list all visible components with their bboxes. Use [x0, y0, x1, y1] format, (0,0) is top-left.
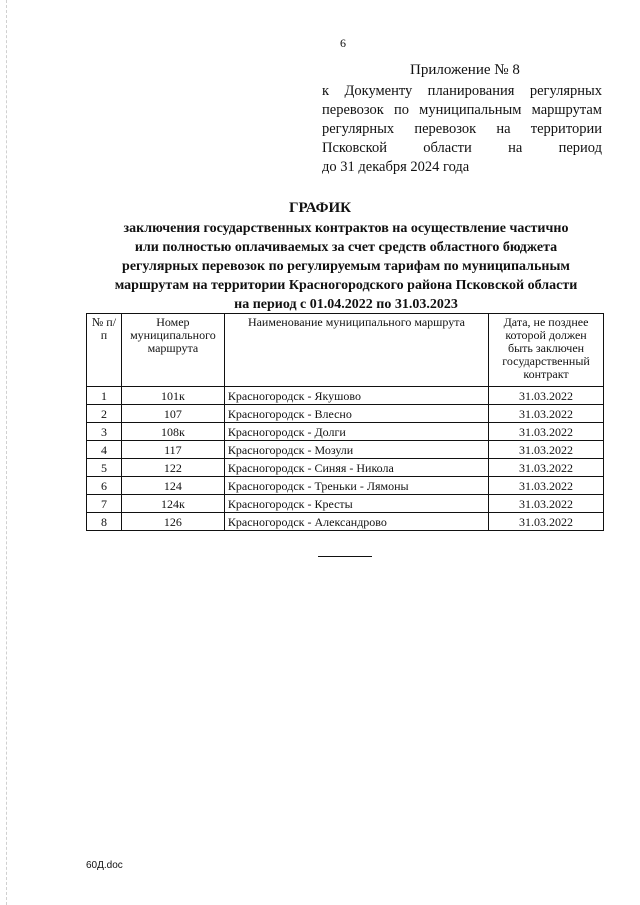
cell-contract-date: 31.03.2022: [489, 423, 604, 441]
cell-route-number: 108к: [121, 423, 224, 441]
page-number: 6: [340, 36, 346, 50]
cell-num: 5: [87, 459, 122, 477]
cell-num: 3: [87, 423, 122, 441]
appendix-text: [322, 82, 602, 177]
cell-route-name: Красногородск - Кресты: [224, 495, 488, 513]
end-divider: [318, 556, 372, 557]
table-row: [87, 477, 604, 495]
scan-edge-mark: [6, 0, 8, 905]
footer-file-name: 60Д.doc: [86, 860, 123, 871]
subtitle-line: на период с 01.04.2022 по 31.03.2023: [234, 297, 458, 312]
cell-num: 6: [87, 477, 122, 495]
table-header-row: [87, 314, 604, 387]
appendix-line: до 31 декабря 2024 года: [322, 159, 470, 175]
cell-contract-date: 31.03.2022: [489, 459, 604, 477]
subtitle-line: регулярных перевозок по регулируемым тарифам по муниципальным: [122, 259, 570, 274]
cell-route-number: 126: [121, 513, 224, 531]
table-row: [87, 405, 604, 423]
cell-contract-date: 31.03.2022: [489, 405, 604, 423]
cell-num: 7: [87, 495, 122, 513]
appendix-title: Приложение № 8: [410, 62, 520, 78]
document-title: ГРАФИК: [288, 200, 352, 216]
subtitle-line: или полностью оплачиваемых за счет средств областного бюджета: [134, 240, 558, 255]
header-num: № п/п: [87, 314, 122, 387]
cell-route-number: 101к: [121, 387, 224, 405]
cell-num: 1: [87, 387, 122, 405]
table-row: [87, 459, 604, 477]
cell-route-number: 117: [121, 441, 224, 459]
cell-route-name: Красногородск - Мозули: [224, 441, 488, 459]
cell-num: 2: [87, 405, 122, 423]
header-contract-date: Дата, не позднее которой должен быть заключен государственный контракт: [489, 314, 604, 387]
table-row: [87, 513, 604, 531]
cell-num: 8: [87, 513, 122, 531]
cell-contract-date: 31.03.2022: [489, 477, 604, 495]
document-subtitle: [96, 219, 596, 314]
cell-contract-date: 31.03.2022: [489, 495, 604, 513]
cell-contract-date: 31.03.2022: [489, 441, 604, 459]
subtitle-line: маршрутам на территории Красногородского района Псковской области: [114, 278, 578, 293]
cell-route-number: 122: [121, 459, 224, 477]
cell-contract-date: 31.03.2022: [489, 387, 604, 405]
cell-route-number: 124к: [121, 495, 224, 513]
cell-num: 4: [87, 441, 122, 459]
cell-route-number: 124: [121, 477, 224, 495]
header-route-name: Наименование муниципального маршрута: [224, 314, 488, 387]
appendix-line: к Документу планирования регулярных: [322, 83, 602, 99]
cell-route-name: Красногородск - Александрово: [224, 513, 488, 531]
cell-route-name: Красногородск - Долги: [224, 423, 488, 441]
cell-route-number: 107: [121, 405, 224, 423]
table-row: [87, 441, 604, 459]
subtitle-line: заключения государственных контрактов на осуществление частично: [123, 221, 569, 236]
cell-route-name: Красногородск - Влесно: [224, 405, 488, 423]
header-route-number: Номер муниципального маршрута: [121, 314, 224, 387]
appendix-line: перевозок по муниципальным маршрутам: [322, 102, 602, 118]
cell-route-name: Красногородск - Якушово: [224, 387, 488, 405]
table-row: [87, 387, 604, 405]
cell-route-name: Красногородск - Синяя - Никола: [224, 459, 488, 477]
appendix-line: регулярных перевозок на территории: [322, 121, 602, 137]
routes-table: [86, 313, 604, 531]
table-row: [87, 423, 604, 441]
appendix-line: Псковской области на период: [322, 140, 602, 156]
cell-route-name: Красногородск - Треньки - Лямоны: [224, 477, 488, 495]
table-row: [87, 495, 604, 513]
cell-contract-date: 31.03.2022: [489, 513, 604, 531]
